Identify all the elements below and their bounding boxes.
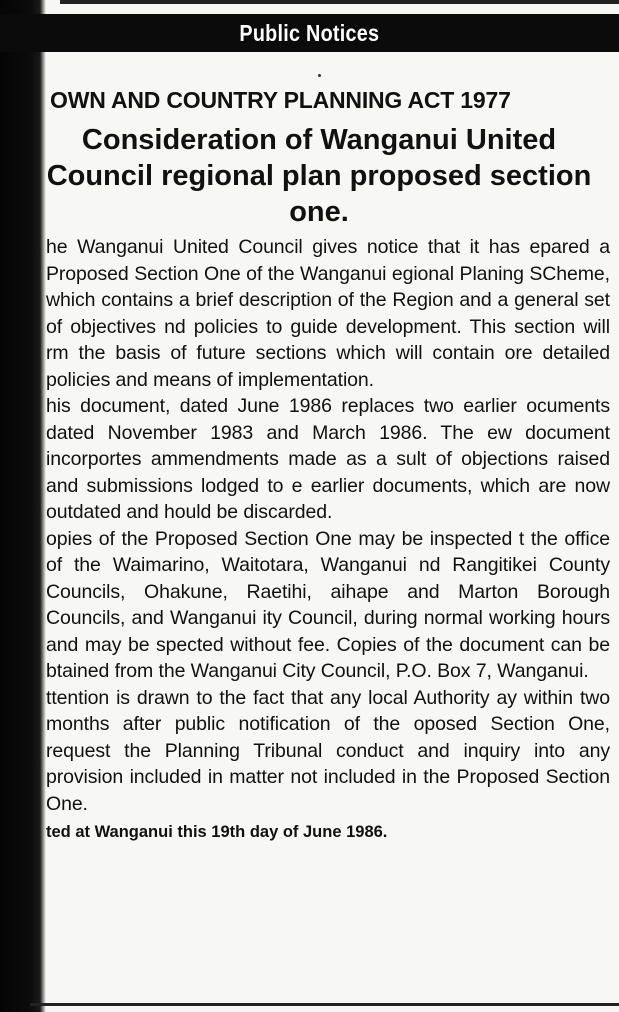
notice-headline: Consideration of Wanganui United Council regional plan proposed section one.	[46, 124, 592, 228]
section-header-bar	[0, 14, 619, 52]
section-header-title: Public Notices	[239, 19, 380, 46]
top-rule	[60, 0, 619, 4]
act-title: OWN AND COUNTRY PLANNING ACT 1977	[50, 87, 511, 113]
paragraph-3: opies of the Proposed Section One may be inspected t the office of the Waimarino, Waitotara, Wanganui nd Rangitikei County Councils, Ohakune, Raetihi, aihape and Marton Borough Councils, and Wanganui ity Council, during normal working hours and may be spected without fee. Copies of the document can be btained from the Wanganui City Council, P.O. Box 7, Wanganui.	[46, 527, 610, 682]
binding-shadow	[0, 0, 46, 1012]
bottom-rule	[30, 1003, 619, 1006]
paragraph-2: his document, dated June 1986 replaces two earlier ocuments dated November 1983 and March 1986. The ew document incorportes ammendments made as a sult of objections raised and submissions lodged to e earlier documents, which are now outdated and hould be discarded.	[46, 395, 610, 523]
paragraph-4: ttention is drawn to the fact that any local Authority ay within two months after public notification of the oposed Section One, request the Planning Tribunal conduct and inquiry into any provision included in matter not included in the Proposed Section One.	[46, 686, 610, 815]
notice-body	[44, 234, 614, 817]
dated-line: ted at Wanganui this 19th day of June 1986.	[46, 823, 388, 841]
paragraph-1: he Wanganui United Council gives notice that it has epared a Proposed Section One of the Wanganui egional Planing SCheme, which contains a brief description of the Region and a general set of objectives nd policies to guide development. This section will rm the basis of future sections which will contain ore detailed policies and means of implementation.	[46, 236, 610, 391]
notice-content	[44, 84, 614, 844]
print-speck	[318, 74, 321, 77]
